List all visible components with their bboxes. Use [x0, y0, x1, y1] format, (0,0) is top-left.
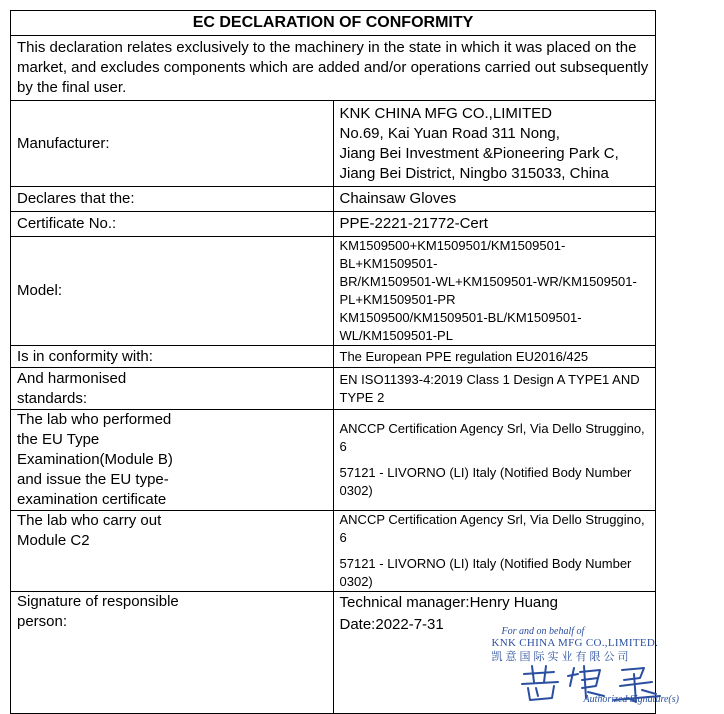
signature-label: Signature of responsible person:: [11, 592, 334, 714]
declaration-table: [10, 10, 679, 714]
company-stamp: [484, 618, 724, 712]
declares-value: Chainsaw Gloves: [333, 187, 656, 212]
manufacturer-line: KNK CHINA MFG CO.,LIMITED: [339, 104, 553, 122]
lab-c2-line: ANCCP Certification Agency Srl, Via Dello Struggino, 6: [339, 512, 645, 545]
manufacturer-line: Jiang Bei District, Ningbo 315033, China: [339, 164, 609, 182]
model-value: [333, 237, 656, 346]
stamp-line-4: Authorized Signature(s): [583, 694, 679, 705]
lab-c2-value: [333, 511, 656, 592]
lab-b-line: ANCCP Certification Agency Srl, Via Dello Struggino, 6: [339, 421, 645, 454]
lab-b-line: 57121 - LIVORNO (LI) Italy (Notified Body Number 0302): [339, 465, 632, 498]
certificate-value: PPE-2221-21772-Cert: [333, 212, 656, 237]
lab-b-label: The lab who performed the EU Type Examination(Module B) and issue the EU type- examination certificate: [11, 410, 334, 511]
declares-label: Declares that the:: [11, 187, 334, 212]
model-line: KM1509500+KM1509501/KM1509501-BL+KM1509501-: [339, 238, 566, 271]
standards-value: EN ISO11393-4:2019 Class 1 Design A TYPE1 AND TYPE 2: [333, 368, 656, 410]
stamp-line-1: For and on behalf of: [501, 626, 585, 637]
signature-date: Date:2022-7-31: [339, 616, 444, 633]
lab-b-value: [333, 410, 656, 511]
model-line: KM1509500/KM1509501-BL/KM1509501-WL/KM1509501-PL: [339, 310, 582, 343]
intro-paragraph: This declaration relates exclusively to the machinery in the state in which it was placed on the market, and excludes components which are added and/or operations carried out subsequently by the final user.: [11, 36, 656, 101]
manufacturer-value: [333, 101, 656, 187]
stamp-line-2: KNK CHINA MFG CO.,LIMITED.: [491, 637, 659, 649]
lab-c2-line: 57121 - LIVORNO (LI) Italy (Notified Body Number 0302): [339, 556, 632, 589]
stamp-line-3: 凯意国际实业有限公司: [491, 651, 632, 663]
standards-label: And harmonised standards:: [11, 368, 334, 410]
model-line: PL+KM1509501-PR: [339, 292, 456, 307]
document-title: EC DECLARATION OF CONFORMITY: [11, 11, 656, 36]
conformity-label: Is in conformity with:: [11, 346, 334, 368]
conformity-value: The European PPE regulation EU2016/425: [333, 346, 656, 368]
manufacturer-label: Manufacturer:: [11, 101, 334, 187]
lab-c2-label: The lab who carry out Module C2: [11, 511, 334, 592]
model-label: Model:: [11, 237, 334, 346]
model-line: BR/KM1509501-WL+KM1509501-WR/KM1509501-: [339, 274, 637, 289]
technical-manager: Technical manager:Henry Huang: [339, 594, 558, 611]
manufacturer-line: Jiang Bei Investment &Pioneering Park C,: [339, 144, 619, 162]
certificate-label: Certificate No.:: [11, 212, 334, 237]
signature-cell: [333, 592, 679, 714]
manufacturer-line: No.69, Kai Yuan Road 311 Nong,: [339, 124, 560, 142]
